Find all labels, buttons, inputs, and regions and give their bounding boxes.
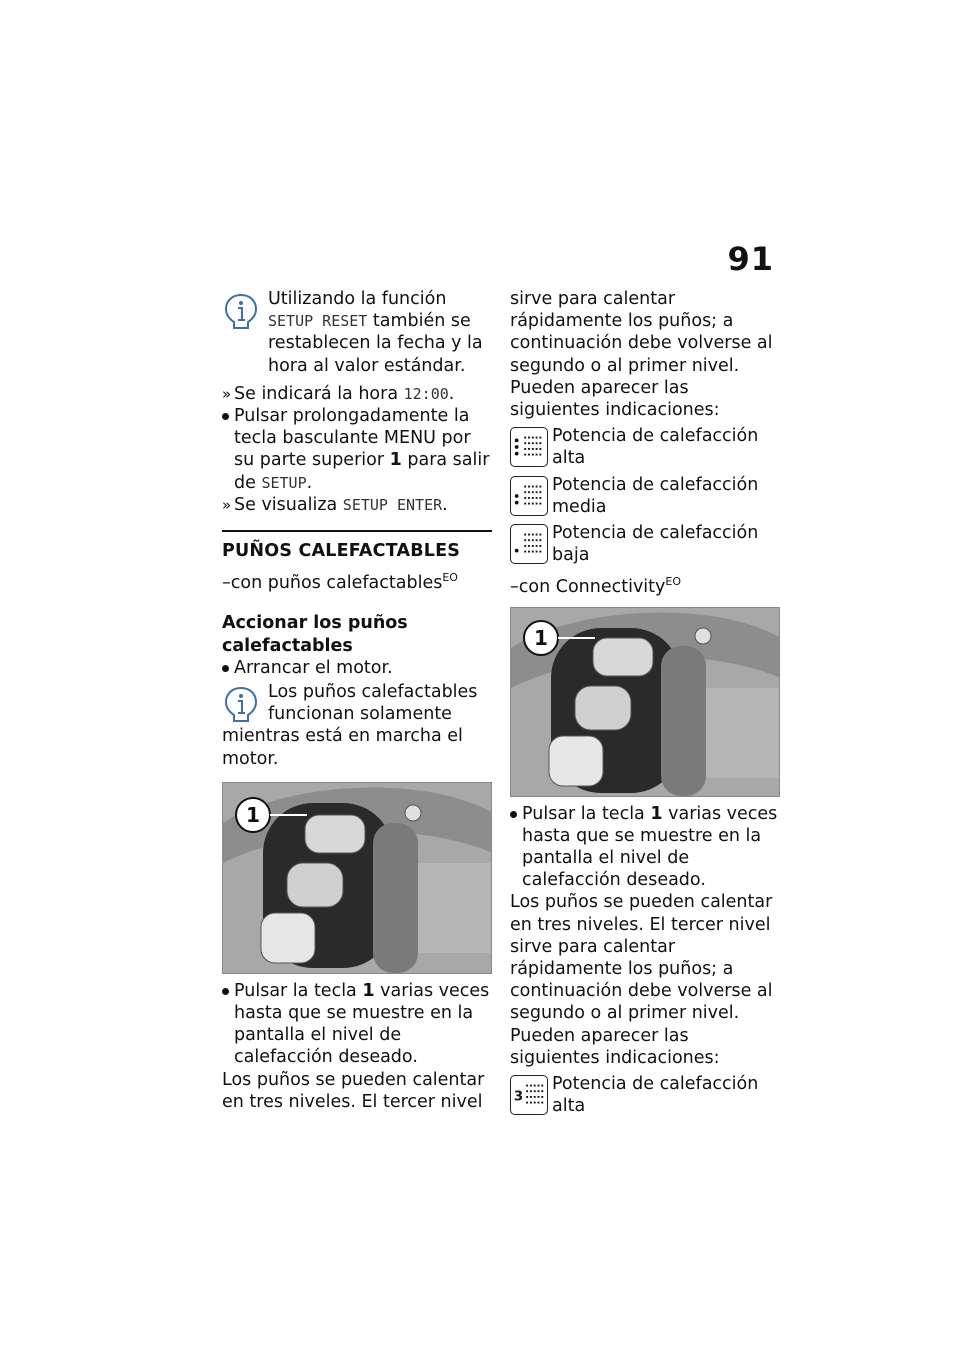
code-time: 12:00 (403, 384, 449, 403)
step-item: Arrancar el motor. (222, 657, 492, 679)
left-column (222, 288, 492, 1113)
callout-label: 1 (246, 802, 260, 827)
step-text-2: varias veces hasta que se muestre en la pantalla el nivel de calefacción deseado. (522, 803, 778, 891)
info-note (222, 288, 492, 377)
info-icon (222, 685, 260, 723)
condition-text: –con puños calefactables (222, 573, 443, 594)
level-row (510, 522, 780, 566)
step-text: Pulsar la tecla (234, 980, 363, 1001)
handlebar-photo (222, 782, 492, 974)
paragraph: sirve para calentar rápidamente los puños; a continuación debe volverse al segundo o al primer nivel. Pueden aparecer las siguientes indicaciones: (510, 289, 773, 421)
note-text: también se restablecen la fecha y la hora al valor estándar. (268, 311, 483, 376)
paragraph: Los puños se pueden calentar en tres niveles. El tercer nivel (222, 1069, 485, 1112)
level-label: Potencia de calefacción media (552, 474, 759, 517)
heat-level-high-icon (510, 427, 548, 467)
result-arrow-icon: » (222, 384, 232, 403)
page-number: 91 (727, 240, 774, 278)
paragraph: Los puños se pueden calentar en tres niveles. El tercer nivel sirve para calentar rápidamente los puños; a continuación debe volverse al segundo o al primer nivel. Pueden aparecer las siguientes indicaciones: (510, 892, 773, 1068)
heat-level-low-icon (510, 524, 548, 564)
note-text: mientras está en marcha el motor. (222, 726, 463, 769)
level-label: Potencia de calefacción alta (552, 426, 759, 469)
code-setup-enter: SETUP ENTER (342, 495, 443, 514)
result-text: Se visualiza (234, 494, 343, 515)
right-column (510, 288, 780, 1117)
result-suffix: . (448, 383, 455, 404)
note-line: Los puños calefactables (268, 682, 478, 703)
info-icon (222, 292, 260, 330)
note-line: Utilizando la función (268, 289, 447, 309)
step-text: Pulsar la tecla (522, 803, 651, 824)
level-row (510, 1073, 780, 1117)
level-label: Potencia de calefacción alta (552, 1074, 759, 1117)
level-label: Potencia de calefacción baja (552, 523, 759, 566)
result-text: Se indicará la hora (234, 383, 404, 404)
level-number: 3 (513, 1089, 524, 1105)
result-suffix: . (442, 494, 448, 515)
heat-level-medium-icon (510, 476, 548, 516)
condition-sup: EO (442, 571, 458, 585)
condition-text: –con Connectivity (510, 577, 666, 598)
level-row (510, 425, 780, 469)
subheading: Accionar los puños calefactables (222, 613, 408, 656)
info-note (222, 681, 492, 770)
step-item (222, 980, 492, 1069)
section-divider (222, 530, 492, 532)
condition-sup: EO (665, 575, 681, 589)
level-row (510, 474, 780, 518)
key-number: 1 (389, 450, 402, 471)
step-item (222, 405, 492, 494)
note-line-2 (222, 310, 492, 377)
handlebar-illustration (223, 783, 492, 974)
step-item (510, 803, 780, 892)
result-arrow-icon: » (222, 495, 232, 514)
code-setup: SETUP (261, 473, 307, 492)
heat-level-3-icon (510, 1075, 548, 1115)
handlebar-photo (510, 607, 780, 797)
callout-label: 1 (534, 625, 548, 650)
result-item (222, 383, 492, 405)
condition-line (510, 576, 780, 598)
step-suffix: . (306, 472, 313, 493)
key-number: 1 (650, 803, 663, 824)
condition-line (222, 572, 492, 594)
step-text-2: para salir de (234, 450, 490, 493)
key-number: 1 (362, 980, 375, 1001)
note-line: funcionan solamente (268, 704, 452, 725)
result-item (222, 494, 492, 516)
step-text-2: varias veces hasta que se muestre en la pantalla el nivel de calefacción deseado. (234, 980, 490, 1068)
handlebar-illustration (511, 608, 780, 797)
section-title: PUÑOS CALEFACTABLES (222, 541, 461, 562)
step-text: Pulsar prolongadamente la tecla basculante MENU por su parte superior (234, 406, 471, 471)
code-setup-reset: SETUP RESET (268, 312, 368, 331)
